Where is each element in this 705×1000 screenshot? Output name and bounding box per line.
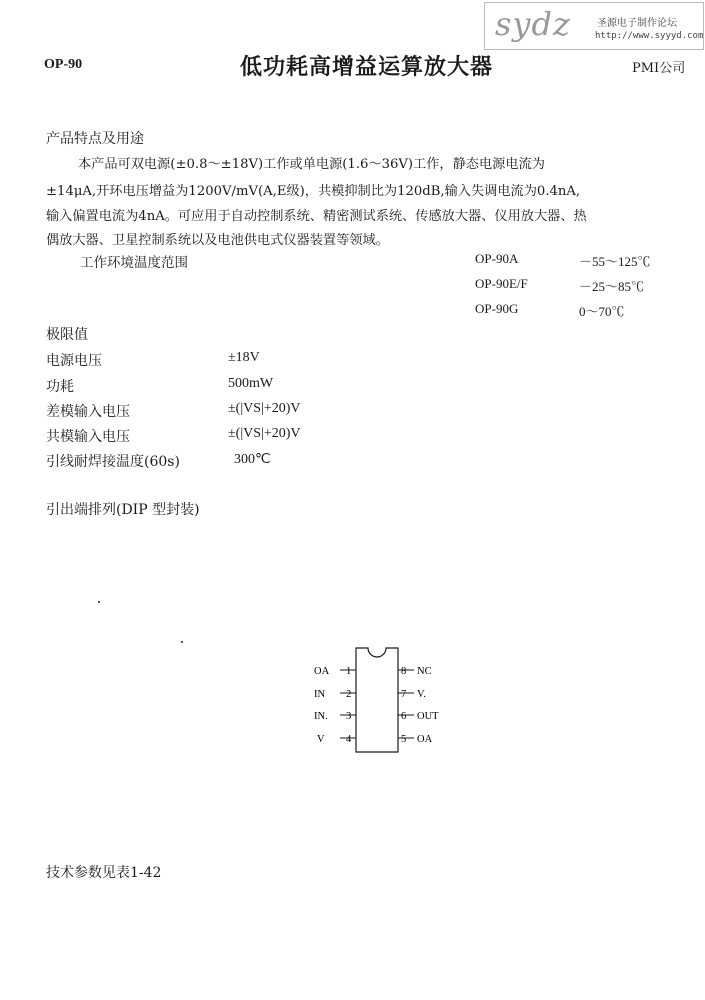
limit-value: 500mW [228, 376, 274, 391]
pin-number: 6 [401, 711, 407, 722]
limit-row [46, 376, 274, 396]
temperature-row [475, 276, 645, 294]
features-heading: 产品特点及用途 [46, 131, 144, 147]
dip-package-diagram [300, 640, 460, 760]
limit-value: ±18V [228, 350, 260, 365]
temperature-range: 0～70℃ [579, 304, 625, 319]
features-line-3: 输入偏置电流为4nA。可应用于自动控制系统、精密测试系统、传感放大器、仪用放大器、热 [46, 209, 587, 224]
temperature-row [475, 251, 651, 269]
limit-value: ±(|VS|+20)V [228, 426, 301, 441]
watermark-site-name: 圣源电子制作论坛 [597, 18, 677, 29]
temperature-label: 工作环境温度范围 [80, 255, 188, 271]
pin-name: OUT [417, 711, 439, 722]
limit-row [46, 451, 271, 471]
pin-number: 7 [401, 689, 407, 700]
pin-number: 5 [401, 734, 407, 745]
temperature-range: －55～125℃ [579, 254, 651, 269]
temperature-model: OP-90A [475, 251, 519, 266]
limit-label: 差模输入电压 [46, 404, 130, 420]
temperature-row [475, 301, 625, 319]
temperature-range: －25～85℃ [579, 279, 645, 294]
limits-heading: 极限值 [46, 327, 88, 343]
features-line-2: ±14μA,开环电压增益为1200V/mV(A,E级)，共模抑制比为120dB,输入失调电流为0.4nA, [46, 184, 581, 199]
watermark-logo: sydz [495, 5, 571, 43]
limit-row [46, 426, 301, 446]
temperature-model: OP-90E/F [475, 276, 528, 291]
scan-speck [98, 601, 100, 603]
pin-number: 2 [346, 689, 352, 700]
limit-label: 引线耐焊接温度(60s) [46, 454, 180, 470]
part-number: OP-90 [44, 57, 83, 72]
page-title: 低功耗高增益运算放大器 [240, 54, 494, 80]
pin-name: OA [314, 666, 330, 677]
pin-number: 8 [401, 666, 407, 677]
pin-number: 1 [346, 666, 352, 677]
watermark-url: http://www.syyyd.com [595, 31, 704, 41]
pin-name: NC [417, 666, 432, 677]
dip-body [356, 648, 398, 752]
reference-note: 技术参数见表1-42 [46, 865, 162, 881]
limit-value: ±(|VS|+20)V [228, 401, 301, 416]
pin-name: IN [314, 689, 326, 700]
watermark [484, 2, 704, 50]
pin-number: 3 [346, 711, 352, 722]
limit-label: 电源电压 [46, 353, 102, 369]
limit-value: 300℃ [234, 452, 271, 467]
pin-name: V [317, 734, 325, 745]
features-line-1: 本产品可双电源(±0.8～±18V)工作或单电源(1.6～36V)工作，静态电源电流为 [78, 157, 545, 172]
limit-row [46, 401, 301, 421]
limit-label: 共模输入电压 [46, 429, 130, 445]
scan-speck [181, 641, 183, 643]
pinout-heading: 引出端排列(DIP 型封装) [46, 502, 200, 518]
temperature-model: OP-90G [475, 301, 519, 316]
company-name: PMI公司 [632, 61, 686, 76]
pin-number: 4 [346, 734, 352, 745]
limit-row [46, 350, 260, 370]
features-line-4: 偶放大器、卫星控制系统以及电池供电式仪器装置等领域。 [46, 233, 389, 248]
pin-name: IN. [314, 711, 328, 722]
limit-label: 功耗 [46, 379, 74, 395]
pin-name: V. [417, 689, 426, 700]
pin-name: OA [417, 734, 433, 745]
